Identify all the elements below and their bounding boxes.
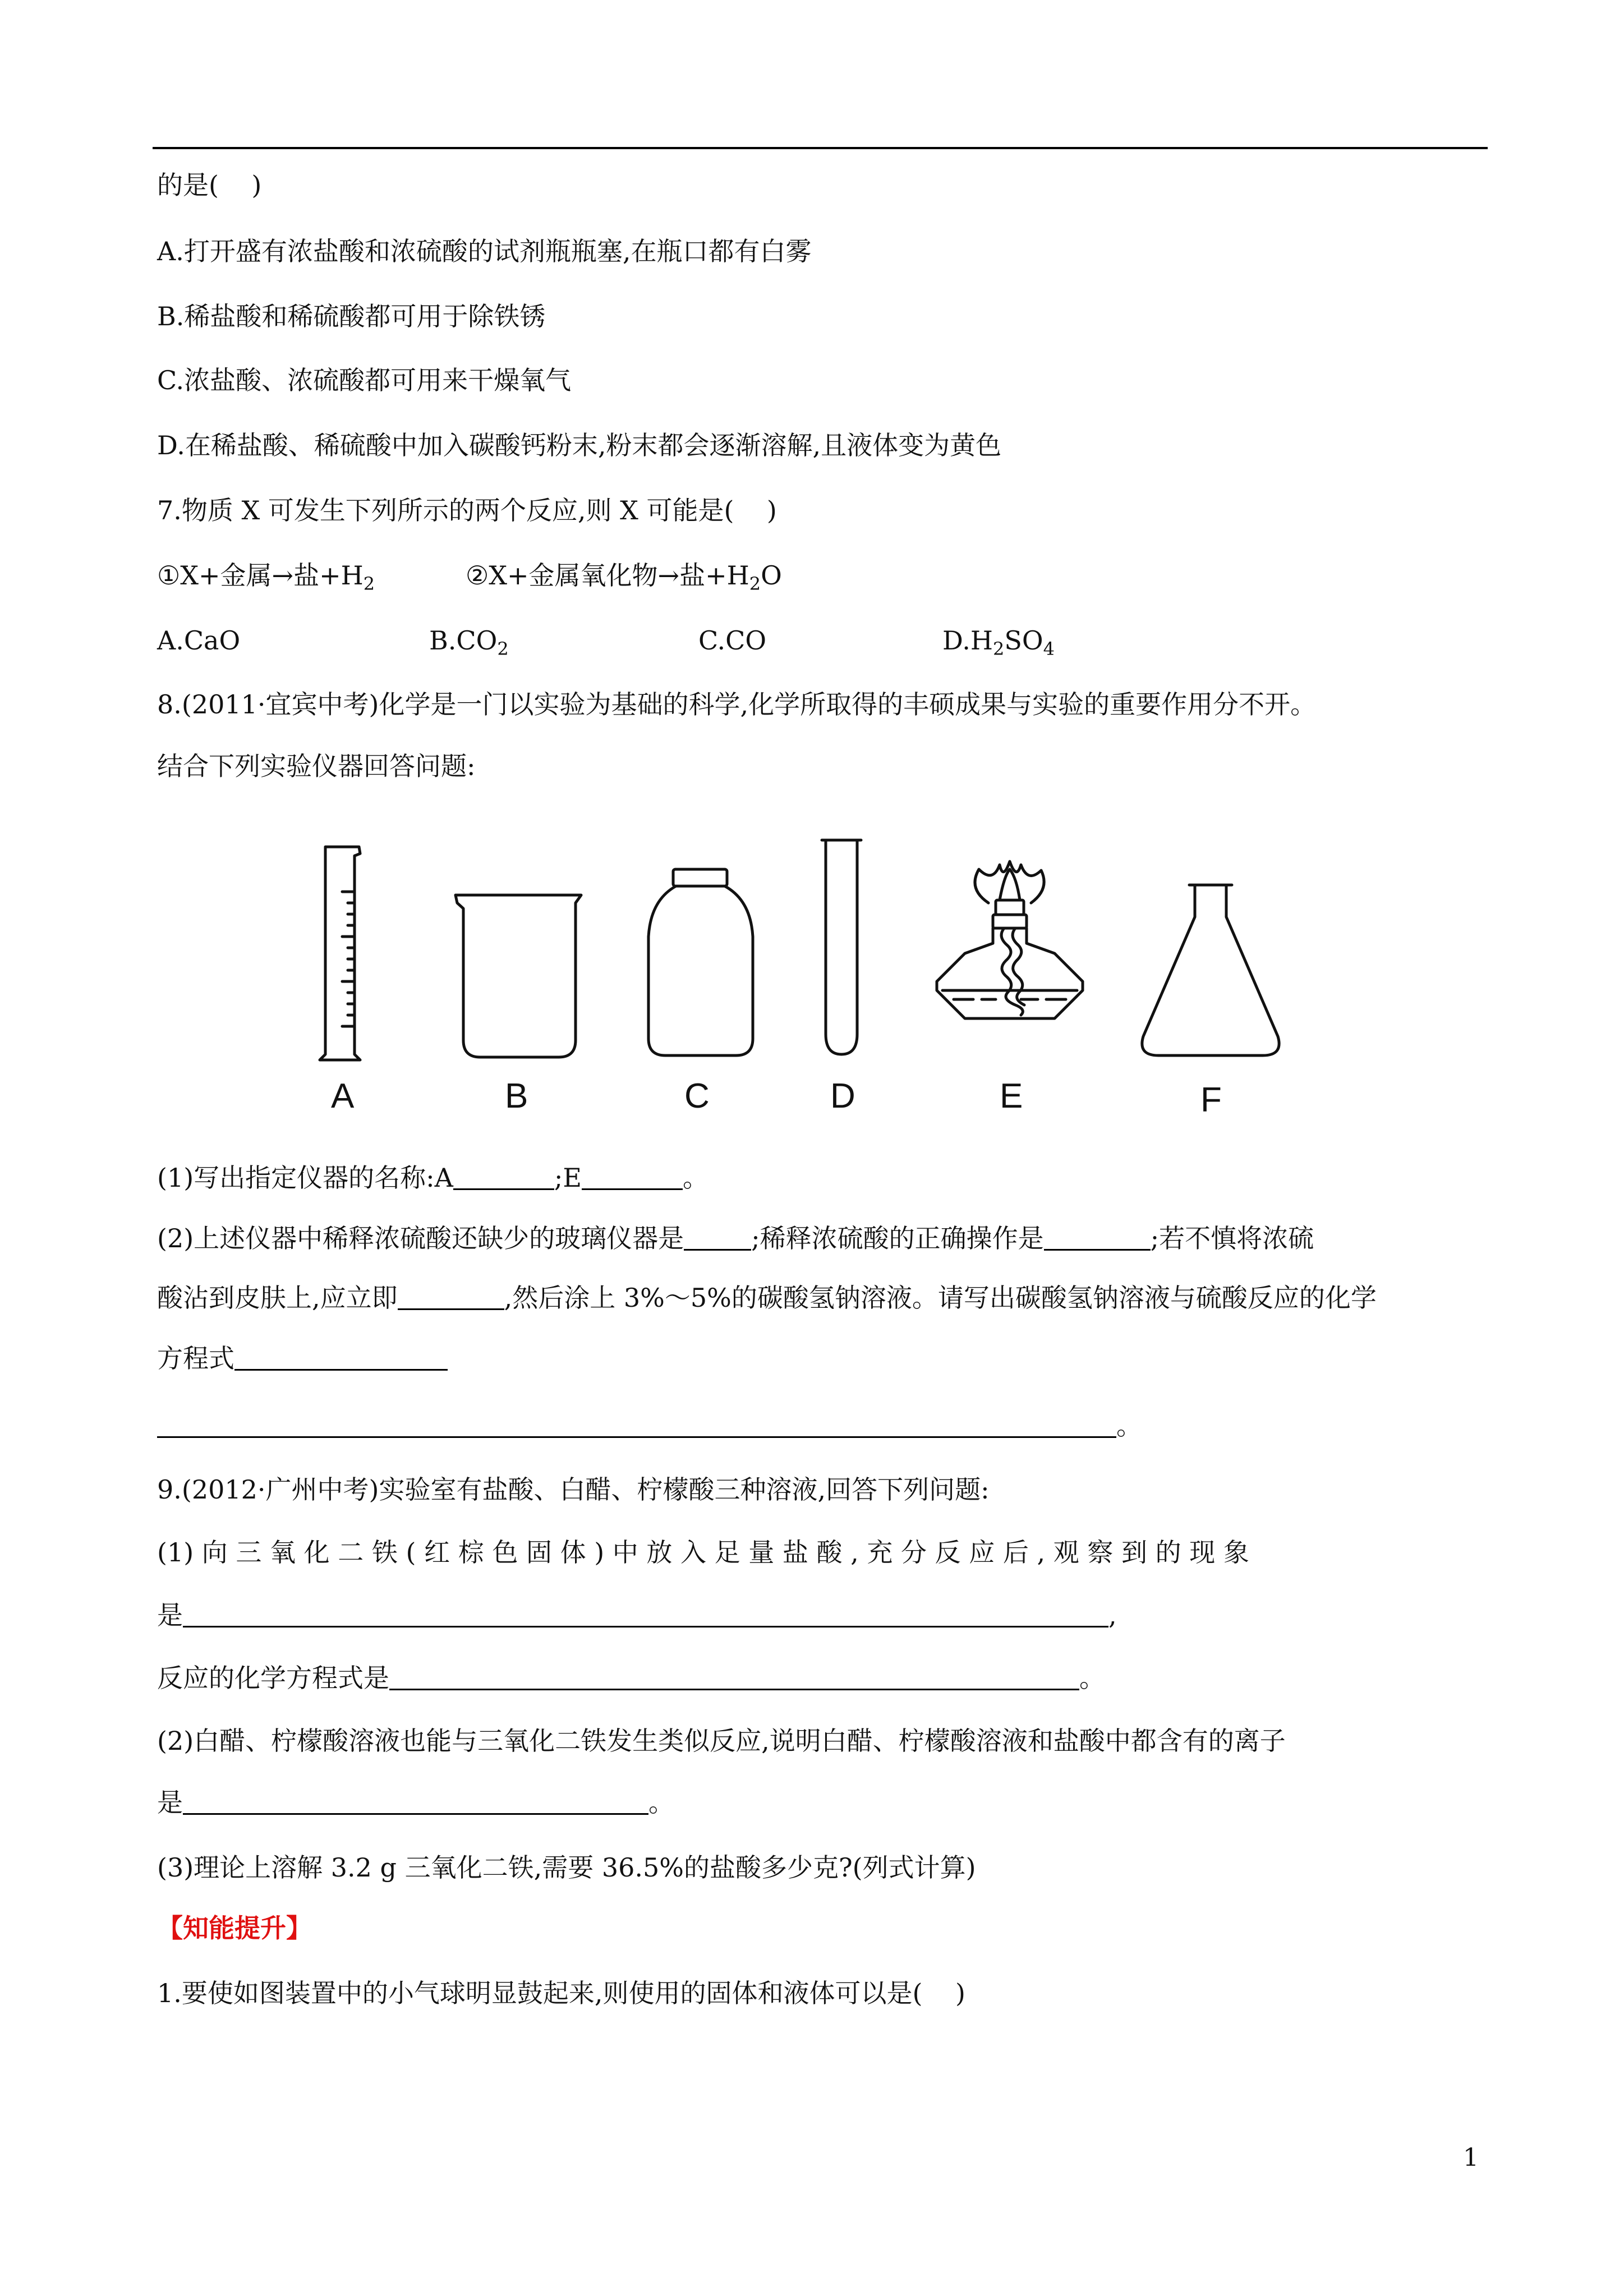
conical-flask-icon	[1142, 885, 1279, 1055]
graduated-cylinder-icon	[320, 847, 360, 1060]
figure-label-f: F	[1200, 1081, 1222, 1116]
test-tube-icon	[822, 840, 861, 1054]
q9-part-3: (3)理论上溶解 3.2 g 三氧化二铁,需要 36.5%的盐酸多少克?(列式计算)	[157, 1852, 976, 1883]
q8-stem-line-2: 结合下列实验仪器回答问题:	[157, 751, 476, 781]
answer-blank[interactable]	[1044, 1224, 1151, 1251]
alcohol-lamp-icon	[937, 861, 1083, 1018]
answer-blank[interactable]	[389, 1664, 1079, 1690]
q7-option-c: C.CO	[698, 625, 767, 656]
q8-part-2-line-3: 方程式	[157, 1341, 448, 1375]
q9-part-1-line-3: 反应的化学方程式是 。	[157, 1663, 1105, 1693]
q9-part-2-line-2: 是 。	[157, 1787, 674, 1818]
q7-option-b: $B.CO_2$	[429, 625, 509, 660]
q6-option-d: D.在稀盐酸、稀硫酸中加入碳酸钙粉末,粉末都会逐渐溶解,且液体变为黄色	[157, 430, 1002, 460]
q9-part-1-line-2: 是 ,	[157, 1600, 1117, 1630]
q6-stem-tail: 的是( )	[157, 170, 262, 200]
wide-mouth-bottle-icon	[648, 869, 753, 1055]
q7-option-d: $D.H_2SO_4$	[942, 625, 1055, 660]
q7-reaction-2: ②X+金属氧化物→盐$+H_2O$	[466, 560, 782, 594]
figure-label-d: D	[830, 1077, 855, 1115]
figure-label-a: A	[331, 1077, 355, 1115]
answer-blank[interactable]	[398, 1284, 504, 1310]
section-title: 【知能提升】	[157, 1913, 312, 1943]
answer-blank[interactable]	[684, 1224, 751, 1251]
answer-blank[interactable]	[183, 1788, 648, 1815]
q9-part-2-line-1: (2)白醋、柠檬酸溶液也能与三氧化二铁发生类似反应,说明白醋、柠檬酸溶液和盐酸中都含有的离子	[157, 1726, 1286, 1756]
lab-apparatus-figure	[292, 824, 1358, 1116]
page-number: 1	[1463, 2143, 1479, 2172]
section-q1-stem: 1.要使如图装置中的小气球明显鼓起来,则使用的固体和液体可以是( )	[157, 1978, 965, 2008]
figure-label-c: C	[684, 1077, 710, 1115]
q6-option-b: B.稀盐酸和稀硫酸都可用于除铁锈	[157, 301, 546, 331]
q8-part-2-line-1: (2)上述仪器中稀释浓硫酸还缺少的玻璃仪器是 ;稀释浓硫酸的正确操作是 ;若不慎将浓硫	[157, 1223, 1314, 1253]
q8-stem-line-1: 8.(2011·宜宾中考)化学是一门以实验为基础的科学,化学所取得的丰硕成果与实验的重要作用分不开。	[157, 689, 1317, 720]
q7-stem: 7.物质 X 可发生下列所示的两个反应,则 X 可能是( )	[157, 495, 777, 525]
answer-blank[interactable]	[157, 1412, 1116, 1438]
beaker-icon	[456, 895, 581, 1057]
q8-part-2-line-4: 。	[157, 1409, 1142, 1442]
answer-blank[interactable]	[582, 1164, 683, 1190]
q7-option-a: A.CaO	[157, 625, 241, 656]
q9-stem: 9.(2012·广州中考)实验室有盐酸、白醋、柠檬酸三种溶液,回答下列问题:	[157, 1474, 990, 1505]
q6-option-c: C.浓盐酸、浓硫酸都可用来干燥氧气	[157, 365, 572, 395]
answer-blank[interactable]	[234, 1344, 448, 1371]
answer-blank[interactable]	[183, 1601, 1108, 1628]
figure-label-e: E	[1000, 1077, 1023, 1115]
q8-part-2-line-2: 酸沾到皮肤上,应立即 ,然后涂上 3%～5%的碳酸氢钠溶液。请写出碳酸氢钠溶液与硫酸反应的化学	[157, 1283, 1377, 1313]
header-rule	[153, 147, 1488, 149]
answer-blank[interactable]	[453, 1164, 554, 1190]
q9-part-1-line-1: (1) 向 三 氧 化 二 铁 ( 红 棕 色 固 体 ) 中 放 入 足 量 盐 酸 , 充 分 反 应 后 , 观 察 到 的 现 象	[157, 1537, 1249, 1567]
figure-label-b: B	[505, 1077, 528, 1115]
q8-part-1: (1)写出指定仪器的名称:A ;E 。	[157, 1163, 709, 1193]
q6-option-a: A.打开盛有浓盐酸和浓硫酸的试剂瓶瓶塞,在瓶口都有白雾	[157, 236, 812, 266]
q7-reaction-1: ①X+金属→盐$+H_2$	[157, 560, 375, 594]
